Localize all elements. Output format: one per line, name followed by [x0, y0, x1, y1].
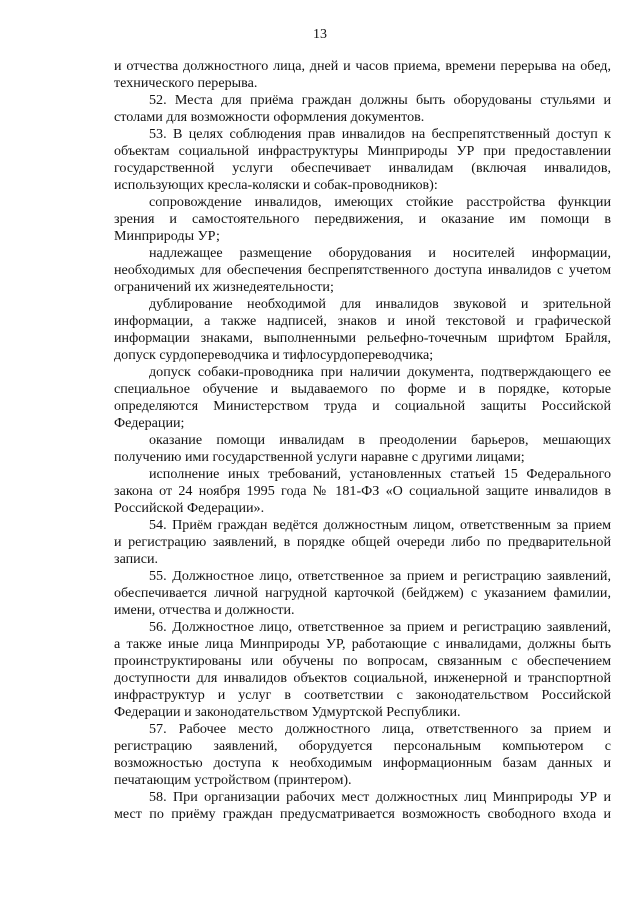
text-line: записи. — [114, 551, 159, 567]
text-line: 53. В целях соблюдения прав инвалидов на беспрепятственный доступ к — [149, 126, 611, 142]
paragraph-p58 — [114, 789, 611, 823]
paragraph-p53f — [114, 466, 611, 517]
text-line: Федерации и законодательством Удмуртской Республики. — [114, 704, 461, 720]
text-line: получению ими государственной услуги наравне с другими лицами; — [114, 449, 525, 465]
text-line: необходимых для обеспечения беспрепятственного доступа инвалидов с учетом — [114, 262, 611, 278]
text-line: печатающим устройством (принтером). — [114, 772, 352, 788]
paragraph-p53a — [114, 194, 611, 245]
text-line: 56. Должностное лицо, ответственное за прием и регистрацию заявлений, — [149, 619, 611, 635]
text-line: 57. Рабочее место должностного лица, ответственного за прием и — [149, 721, 611, 737]
text-line: обеспечивается личной нагрудной карточкой (бейджем) с указанием фамилии, — [114, 585, 611, 601]
text-line: специальное обучение и выдаваемого по форме и в порядке, которые — [114, 381, 611, 397]
text-line: исполнение иных требований, установленных статьей 15 Федерального — [149, 466, 611, 482]
text-line: сопровождение инвалидов, имеющих стойкие расстройства функции — [149, 194, 611, 210]
text-line: 55. Должностное лицо, ответственное за прием и регистрацию заявлений, — [149, 568, 611, 584]
document-body — [114, 58, 611, 823]
text-line: оказание помощи инвалидам в преодолении барьеров, мешающих — [149, 432, 611, 448]
text-line: мест по приёму граждан предусматривается возможность свободного входа и — [114, 806, 611, 822]
text-line: имени, отчества и должности. — [114, 602, 295, 618]
text-line: технического перерыва. — [114, 75, 258, 91]
paragraph-p53c — [114, 296, 611, 364]
text-line: регистрацию заявлений, оборудуется персональным компьютером с — [114, 738, 611, 754]
text-line: объектам социальной инфраструктуры Минприроды УР при предоставлении — [114, 143, 611, 159]
paragraph-p56 — [114, 619, 611, 721]
text-line: возможностью доступа к необходимым информационным базам данных и — [114, 755, 611, 771]
text-line: информации, а также надписей, знаков и иной текстовой и графической — [114, 313, 611, 329]
paragraph-p53d — [114, 364, 611, 432]
paragraph-p52 — [114, 92, 611, 126]
text-line: 58. При организации рабочих мест должностных лиц Минприроды УР и — [149, 789, 611, 805]
text-line: Федерации; — [114, 415, 185, 431]
paragraph-p57 — [114, 721, 611, 789]
text-line: Минприроды УР; — [114, 228, 220, 244]
text-line: доступности для инвалидов объектов социальной, инженерной и транспортной — [114, 670, 611, 686]
paragraph-p53b — [114, 245, 611, 296]
text-line: закона от 24 ноября 1995 года № 181-ФЗ «О социальной защите инвалидов в — [114, 483, 611, 499]
text-line: зрения и самостоятельного передвижения, и оказание им помощи в — [114, 211, 611, 227]
text-line: инфраструктур и услуг в соответствии с законодательством Российской — [114, 687, 611, 703]
text-line: государственной услуги обеспечивает инвалидам (включая инвалидов, — [114, 160, 611, 176]
text-line: использующих кресла-коляски и собак-проводников): — [114, 177, 438, 193]
text-line: а также иные лица Минприроды УР, работающие с инвалидами, должны быть — [114, 636, 611, 652]
text-line: и отчества должностного лица, дней и часов приема, времени перерыва на обед, — [114, 58, 611, 74]
paragraph-p53e — [114, 432, 611, 466]
text-line: 52. Места для приёма граждан должны быть оборудованы стульями и — [149, 92, 611, 108]
paragraph-cont — [114, 58, 611, 92]
text-line: надлежащее размещение оборудования и носителей информации, — [149, 245, 611, 261]
paragraph-p54 — [114, 517, 611, 568]
paragraph-p55 — [114, 568, 611, 619]
text-line: дублирование необходимой для инвалидов звуковой и зрительной — [149, 296, 611, 312]
text-line: допуск собаки-проводника при наличии документа, подтверждающего ее — [149, 364, 611, 380]
text-line: Российской Федерации». — [114, 500, 265, 516]
text-line: и регистрацию заявлений, в порядке общей очереди либо по предварительной — [114, 534, 611, 550]
text-line: 54. Приём граждан ведётся должностным лицом, ответственным за прием — [149, 517, 611, 533]
text-line: определяются Министерством труда и социальной защиты Российской — [114, 398, 611, 414]
page-number: 13 — [313, 27, 327, 42]
text-line: допуск сурдопереводчика и тифлосурдопереводчика; — [114, 347, 434, 363]
text-line: информации знаками, выполненными рельефно-точечным шрифтом Брайля, — [114, 330, 611, 346]
paragraph-p53 — [114, 126, 611, 194]
text-line: столами для возможности оформления документов. — [114, 109, 425, 125]
text-line: ограничений их жизнедеятельности; — [114, 279, 334, 295]
text-line: проинструктированы или обучены по вопросам, связанным с обеспечением — [114, 653, 611, 669]
